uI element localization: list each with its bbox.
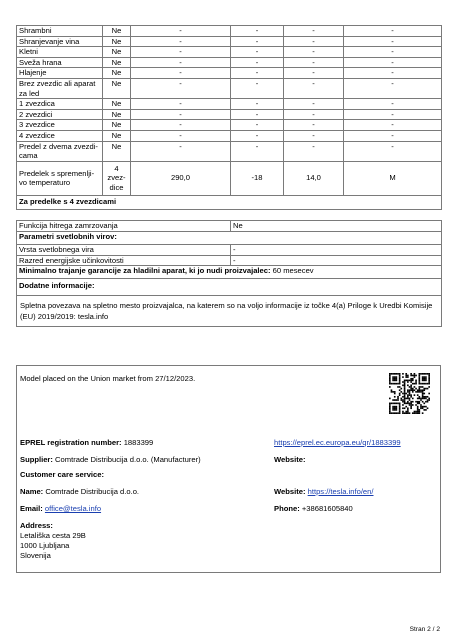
- four-star-header: Za predelke s 4 zvezdicami: [17, 195, 442, 210]
- qr-code[interactable]: [389, 373, 430, 414]
- cell-temperature: -: [231, 78, 284, 98]
- cell-temperature: -: [231, 120, 284, 131]
- additional-text: Spletna povezava na spletno mesto proizvajalca, na katerem so na voljo informacije iz točke 4(a) Priloge k Uredbi Komisije (EU) 2019/2019:: [20, 300, 433, 321]
- cell-parameter: -: [284, 47, 344, 58]
- eprel-link[interactable]: https://eprel.ec.europa.eu/qr/1883399: [274, 438, 401, 447]
- cell-volume: 290,0: [131, 161, 231, 195]
- cell-compartment-name: 2 zvezdici: [17, 109, 103, 120]
- care-name-value: Comtrade Distribucija d.o.o.: [45, 487, 140, 496]
- compartment-table: [16, 25, 442, 327]
- guarantee-row: [17, 266, 442, 279]
- cell-parameter: -: [284, 120, 344, 131]
- cell-volume: -: [131, 47, 231, 58]
- care-email-row: [20, 504, 101, 514]
- table-row: [17, 99, 442, 110]
- cell-compartment-name: 3 zvezdice: [17, 120, 103, 131]
- cell-class: -: [344, 120, 442, 131]
- cell-class: -: [344, 36, 442, 47]
- cell-parameter: -: [284, 109, 344, 120]
- cell-volume: -: [131, 36, 231, 47]
- care-website-label: Website:: [274, 487, 306, 496]
- cell-volume: -: [131, 99, 231, 110]
- energy-class-label: Razred energijske učinkovitosti: [17, 255, 231, 266]
- cell-present: Ne: [103, 130, 131, 141]
- supplier-value: Comtrade Distribucija d.o.o. (Manufacturer): [55, 455, 201, 464]
- table-row: [17, 36, 442, 47]
- care-email-label: Email:: [20, 504, 43, 513]
- cell-volume: -: [131, 68, 231, 79]
- additional-header: Dodatne informacije:: [17, 279, 442, 296]
- cell-parameter: -: [284, 57, 344, 68]
- light-header: Parametri svetlobnih virov:: [17, 231, 442, 245]
- cell-volume: -: [131, 109, 231, 120]
- cell-compartment-name: Hlajenje: [17, 68, 103, 79]
- cell-temperature: -: [231, 130, 284, 141]
- cell-parameter: -: [284, 141, 344, 161]
- model-placed-text: Model placed on the Union market from 27/12/2023.: [20, 374, 196, 383]
- cell-temperature: -: [231, 99, 284, 110]
- cell-volume: -: [131, 120, 231, 131]
- light-type-label: Vrsta svetlobnega vira: [17, 245, 231, 256]
- cell-class: -: [344, 78, 442, 98]
- cell-parameter: -: [284, 26, 344, 37]
- care-website-link[interactable]: https://tesla.info/en/: [307, 487, 374, 496]
- cell-compartment-name: 1 zvezdica: [17, 99, 103, 110]
- care-phone-row: [274, 504, 353, 514]
- cell-temperature: -: [231, 57, 284, 68]
- cell-temperature: -: [231, 47, 284, 58]
- cell-volume: -: [131, 26, 231, 37]
- cell-present: Ne: [103, 47, 131, 58]
- quick-freeze-label: Funkcija hitrega zamrzovanja: [17, 221, 231, 232]
- cell-temperature: -: [231, 26, 284, 37]
- cell-present: Ne: [103, 99, 131, 110]
- supplier-row: [20, 455, 201, 465]
- cell-present: Ne: [103, 68, 131, 79]
- page-number: Stran 2 / 2: [409, 626, 440, 633]
- cell-parameter: -: [284, 36, 344, 47]
- cell-present: 4 zvez-dice: [103, 161, 131, 195]
- table-row: [17, 141, 442, 161]
- cell-present: Ne: [103, 120, 131, 131]
- website-label: Website:: [274, 455, 306, 464]
- cell-class: -: [344, 141, 442, 161]
- cell-parameter: -: [284, 78, 344, 98]
- table-row: [17, 47, 442, 58]
- address-line-1: Letališka cesta 29B: [20, 531, 86, 540]
- table-row: [17, 78, 442, 98]
- table-row: [17, 109, 442, 120]
- cell-class: -: [344, 26, 442, 37]
- cell-compartment-name: Predelek s spremenlji-vo temperaturo: [17, 161, 103, 195]
- care-website-row: [274, 487, 374, 497]
- supplier-label: Supplier:: [20, 455, 53, 464]
- guarantee-value: 60 mesecev: [272, 266, 314, 276]
- additional-link: tesla.info: [77, 311, 109, 321]
- guarantee-label: Minimalno trajanje garancije za hladilni aparat, ki jo nudi proizvajalec:: [19, 266, 271, 276]
- cell-compartment-name: Kletni: [17, 47, 103, 58]
- address-label: Address:: [20, 521, 53, 530]
- cell-compartment-name: Predel z dvema zvezdi-cama: [17, 141, 103, 161]
- cell-present: Ne: [103, 26, 131, 37]
- cell-parameter: 14,0: [284, 161, 344, 195]
- cell-volume: -: [131, 141, 231, 161]
- eprel-box: [16, 365, 441, 573]
- table-row: [17, 26, 442, 37]
- care-phone-label: Phone:: [274, 504, 300, 513]
- cell-class: -: [344, 130, 442, 141]
- cell-present: Ne: [103, 78, 131, 98]
- cell-compartment-name: 4 zvezdice: [17, 130, 103, 141]
- customer-care-header: Customer care service:: [20, 470, 104, 479]
- additional-info: [17, 295, 442, 326]
- table-row: [17, 57, 442, 68]
- care-email-link[interactable]: office@tesla.info: [44, 504, 102, 513]
- table-row: [17, 68, 442, 79]
- cell-class: -: [344, 109, 442, 120]
- cell-class: -: [344, 68, 442, 79]
- eprel-registration: [20, 438, 153, 448]
- quick-freeze-value: Ne: [231, 221, 442, 232]
- cell-class: -: [344, 57, 442, 68]
- cell-temperature: -18: [231, 161, 284, 195]
- cell-compartment-name: Brez zvezdic ali aparat za led: [17, 78, 103, 98]
- table-row: [17, 120, 442, 131]
- care-phone-value: +38681605840: [301, 504, 353, 513]
- cell-temperature: -: [231, 109, 284, 120]
- cell-volume: -: [131, 57, 231, 68]
- cell-temperature: -: [231, 141, 284, 161]
- cell-temperature: -: [231, 36, 284, 47]
- cell-compartment-name: Shranjevanje vina: [17, 36, 103, 47]
- cell-compartment-name: Shrambni: [17, 26, 103, 37]
- cell-parameter: -: [284, 99, 344, 110]
- cell-parameter: -: [284, 68, 344, 79]
- energy-class-value: -: [231, 255, 442, 266]
- care-name-row: [20, 487, 139, 497]
- cell-volume: -: [131, 78, 231, 98]
- cell-class: -: [344, 47, 442, 58]
- address-line-2: 1000 Ljubljana: [20, 541, 70, 550]
- cell-present: Ne: [103, 141, 131, 161]
- cell-present: Ne: [103, 36, 131, 47]
- eprel-reg-value: 1883399: [123, 438, 154, 447]
- cell-volume: -: [131, 130, 231, 141]
- cell-present: Ne: [103, 57, 131, 68]
- cell-class: M: [344, 161, 442, 195]
- cell-present: Ne: [103, 109, 131, 120]
- care-name-label: Name:: [20, 487, 44, 496]
- eprel-reg-label: EPREL registration number:: [20, 438, 122, 447]
- table-row: [17, 130, 442, 141]
- cell-class: -: [344, 99, 442, 110]
- cell-compartment-name: Sveža hrana: [17, 57, 103, 68]
- address-line-3: Slovenija: [20, 551, 51, 560]
- light-type-value: -: [231, 245, 442, 256]
- cell-parameter: -: [284, 130, 344, 141]
- table-row: [17, 161, 442, 195]
- cell-temperature: -: [231, 68, 284, 79]
